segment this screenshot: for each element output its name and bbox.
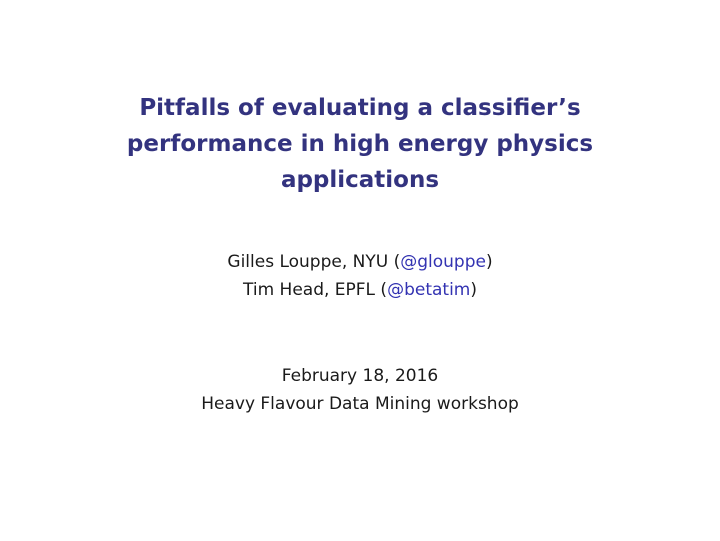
title-line-3: applications: [280, 167, 440, 193]
author-gilles-louppe: [0, 248, 720, 276]
author-name-affiliation: Gilles Louppe, NYU (: [227, 252, 401, 272]
author-closing-paren: ): [470, 280, 478, 300]
presentation-date: February 18, 2016: [281, 366, 439, 386]
title-line-2: performance in high energy physics: [126, 131, 594, 157]
event-name: Heavy Flavour Data Mining workshop: [201, 394, 519, 414]
twitter-handle-link[interactable]: @betatim: [387, 280, 471, 300]
author-name-affiliation: Tim Head, EPFL (: [242, 280, 388, 300]
slide-title: [0, 90, 720, 198]
title-line-1: Pitfalls of evaluating a classifier’s: [139, 95, 581, 121]
twitter-handle-link[interactable]: @glouppe: [400, 252, 486, 272]
author-closing-paren: ): [485, 252, 493, 272]
author-list: [0, 248, 720, 304]
presentation-info: [0, 362, 720, 418]
author-tim-head: [0, 276, 720, 304]
